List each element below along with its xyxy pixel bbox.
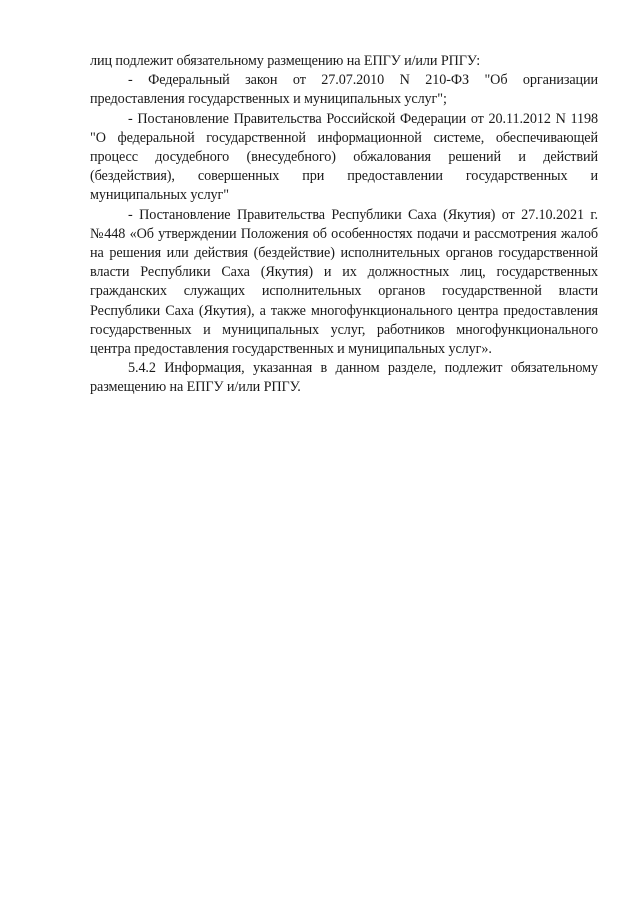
paragraph-intro-line: лиц подлежит обязательному размещению на ЕПГУ и/или РПГУ: xyxy=(90,53,481,69)
paragraph-federal-law-210: - Федеральный закон от 27.07.2010 N 210-ФЗ "Об организации предоставления государственных и муниципальных услуг"; xyxy=(90,72,598,108)
document-body xyxy=(90,52,598,398)
paragraph-section-5-4-2: 5.4.2 Информация, указанная в данном разделе, подлежит обязательному размещению на ЕПГУ и/или РПГУ. xyxy=(90,360,598,396)
paragraph-government-decree-1198: - Постановление Правительства Российской Федерации от 20.11.2012 N 1198 "О федеральной государственной информационной системе, обеспечивающей процесс досудебного (внесудебного) обжалования решений и действий (бездействия), совершенных при предоставлении государственных и муниципальных услуг" xyxy=(90,110,598,204)
paragraph-yakutia-decree-448: - Постановление Правительства Республики Саха (Якутия) от 27.10.2021 г. №448 «Об утверждении Положения об особенностях подачи и рассмотрения жалоб на решения или действия (бездействие) исполнительных органов государственной власти Республики Саха (Якутия) и их должностных лиц, государственных гражданских служащих исполнительных органов государственной власти Республики Саха (Якутия), а также многофункционального центра предоставления государственных и муниципальных услуг, работников многофункционального центра предоставления государственных и муниципальных услуг». xyxy=(90,206,598,358)
